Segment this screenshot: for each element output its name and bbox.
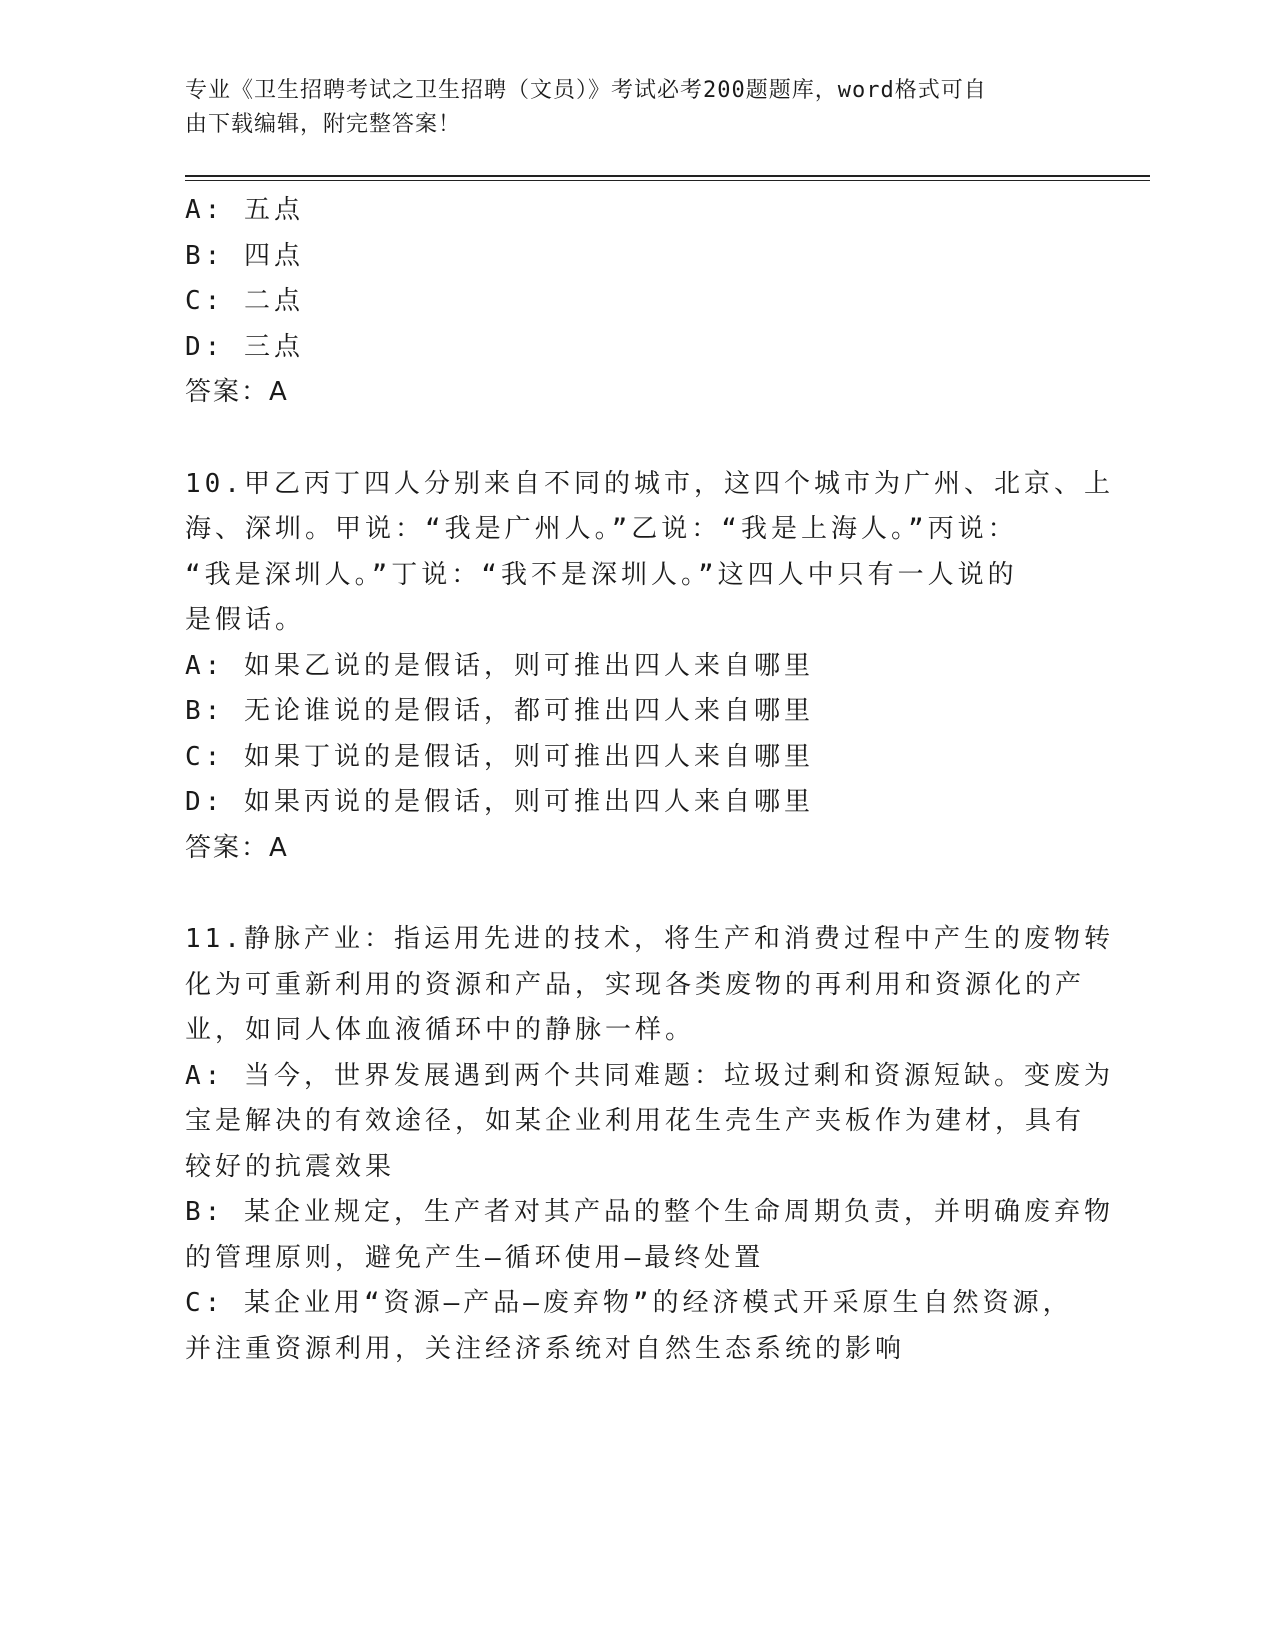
q11-stem-line-2: 化为可重新利用的资源和产品，实现各类废物的再利用和资源化的产 [185, 969, 1086, 1000]
q9-answer: 答案：A [185, 377, 289, 407]
q10-option-d: D: 如果丙说的是假话，则可推出四人来自哪里 [185, 787, 814, 817]
question-9-block [185, 188, 1075, 416]
header-line-2: 由下载编辑，附完整答案！ [185, 112, 462, 137]
spacer [185, 416, 1075, 462]
q10-stem-line-3: “我是深圳人。”丁说：“我不是深圳人。”这四人中只有一人说的 [185, 559, 1018, 590]
q10-stem-line-4: 是假话。 [185, 605, 306, 635]
q10-stem-line-2: 海、深圳。甲说：“我是广州人。”乙说：“我是上海人。”丙说： [185, 514, 1018, 544]
q9-option-a: A: 五点 [185, 195, 304, 225]
q10-option-b: B: 无论谁说的是假话，都可推出四人来自哪里 [185, 696, 814, 726]
document-header [185, 74, 1065, 142]
q11-option-c-line-2: 并注重资源利用，关注经济系统对自然生态系统的影响 [185, 1333, 906, 1364]
q10-option-c: C: 如果丁说的是假话，则可推出四人来自哪里 [185, 741, 814, 772]
q10-option-a: A: 如果乙说的是假话，则可推出四人来自哪里 [185, 650, 814, 681]
q11-stem-line-3: 业，如同人体血液循环中的静脉一样。 [185, 1015, 696, 1045]
q11-stem-line-1: 11.静脉产业：指运用先进的技术，将生产和消费过程中产生的废物转 [185, 924, 1114, 954]
q11-option-b-line-1: B: 某企业规定，生产者对其产品的整个生命周期负责，并明确废弃物 [185, 1197, 1114, 1227]
q11-option-a-line-1: A: 当今，世界发展遇到两个共同难题：垃圾过剩和资源短缺。变废为 [185, 1060, 1114, 1091]
q11-option-a-line-2: 宝是解决的有效途径，如某企业利用花生壳生产夹板作为建材，具有 [185, 1106, 1086, 1136]
header-line-1: 专业《卫生招聘考试之卫生招聘（文员）》考试必考200题题库，word格式可自 [185, 78, 987, 103]
q11-option-a-line-3: 较好的抗震效果 [185, 1151, 396, 1182]
q11-option-c-line-1: C: 某企业用“资源—产品—废弃物”的经济模式开采原生自然资源， [185, 1288, 1073, 1318]
q11-option-b-line-2: 的管理原则，避免产生—循环使用—最终处置 [185, 1242, 765, 1273]
q9-option-d: D: 三点 [185, 331, 304, 362]
header-rule-thin [185, 180, 1150, 181]
document-body [185, 188, 1114, 1372]
q9-option-b: B: 四点 [185, 240, 304, 271]
header-rule-thick [185, 175, 1150, 177]
q10-stem-line-1: 10.甲乙丙丁四人分别来自不同的城市，这四个城市为广州、北京、上 [185, 468, 1114, 499]
q9-option-c: C: 二点 [185, 286, 304, 316]
question-11-block [185, 917, 1114, 1372]
question-10-block [185, 462, 1114, 872]
q10-answer: 答案：A [185, 832, 289, 863]
spacer [185, 871, 1075, 917]
